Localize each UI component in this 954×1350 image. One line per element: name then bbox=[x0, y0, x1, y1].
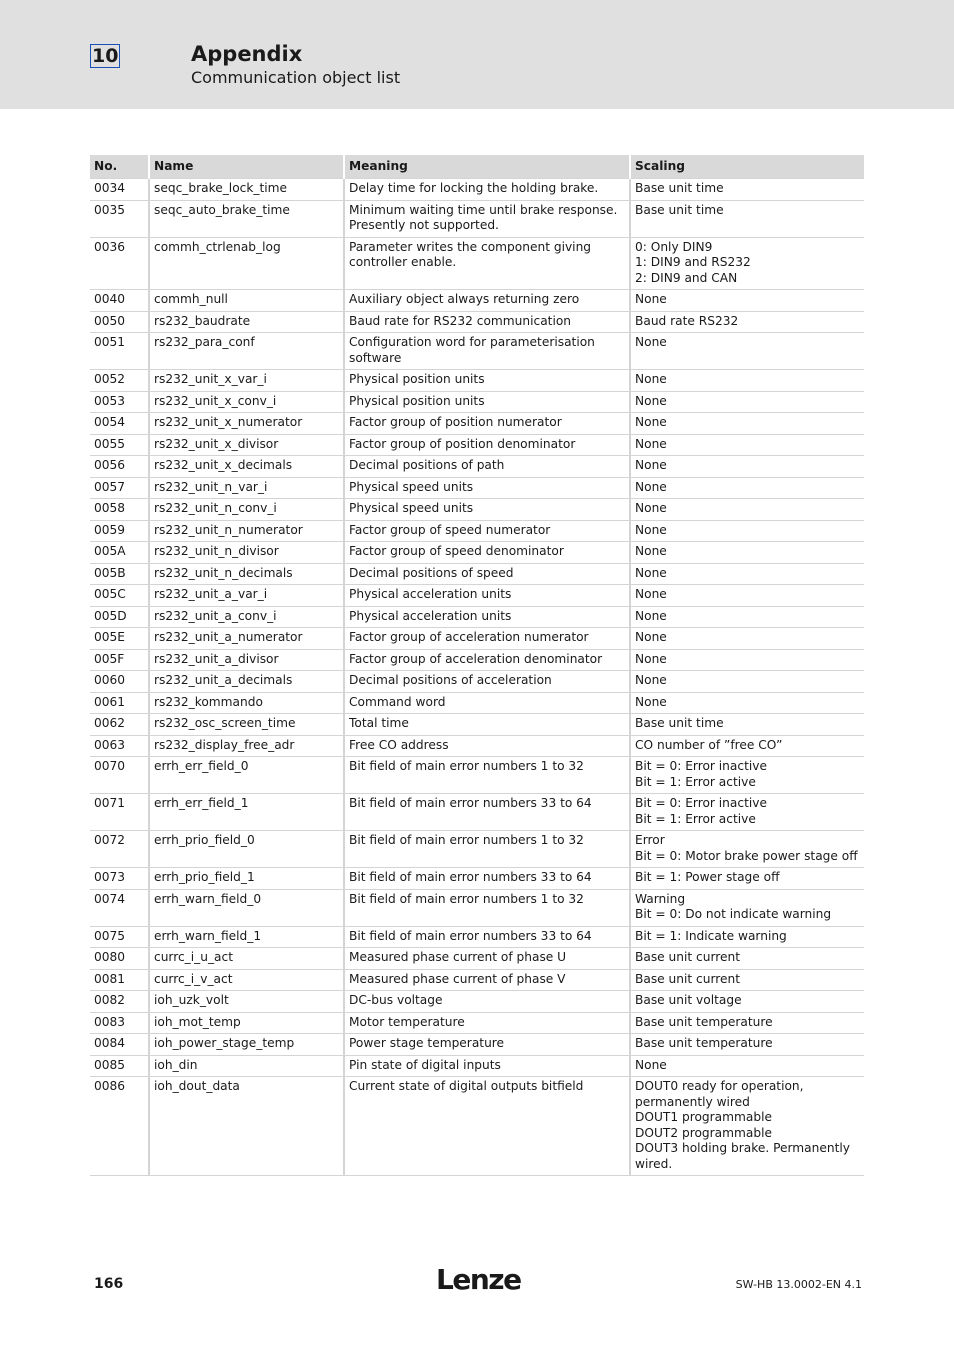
cell-no: 0061 bbox=[90, 692, 149, 714]
table-row bbox=[90, 1077, 864, 1176]
cell-meaning: Physical acceleration units bbox=[344, 585, 630, 607]
cell-meaning: Physical speed units bbox=[344, 477, 630, 499]
cell-meaning: Factor group of speed denominator bbox=[344, 542, 630, 564]
table-row bbox=[90, 889, 864, 926]
cell-meaning: Decimal positions of speed bbox=[344, 563, 630, 585]
cell-scaling: Bit = 1: Power stage off bbox=[630, 868, 864, 890]
cell-name: rs232_unit_n_var_i bbox=[149, 477, 344, 499]
cell-name: rs232_unit_x_conv_i bbox=[149, 391, 344, 413]
table-row bbox=[90, 237, 864, 290]
cell-meaning: Physical acceleration units bbox=[344, 606, 630, 628]
cell-no: 0052 bbox=[90, 370, 149, 392]
cell-scaling: Baud rate RS232 bbox=[630, 311, 864, 333]
cell-meaning: Measured phase current of phase U bbox=[344, 948, 630, 970]
cell-meaning: Factor group of speed numerator bbox=[344, 520, 630, 542]
cell-scaling: DOUT0 ready for operation, permanently wired DOUT1 programmable DOUT2 programmable DOUT3 holding brake. Permanently wired. bbox=[630, 1077, 864, 1176]
cell-scaling: Warning Bit = 0: Do not indicate warning bbox=[630, 889, 864, 926]
cell-no: 0057 bbox=[90, 477, 149, 499]
cell-no: 0086 bbox=[90, 1077, 149, 1176]
cell-name: ioh_din bbox=[149, 1055, 344, 1077]
cell-no: 0050 bbox=[90, 311, 149, 333]
table-row bbox=[90, 434, 864, 456]
cell-meaning: Power stage temperature bbox=[344, 1034, 630, 1056]
cell-no: 0059 bbox=[90, 520, 149, 542]
cell-no: 005B bbox=[90, 563, 149, 585]
cell-name: rs232_baudrate bbox=[149, 311, 344, 333]
cell-scaling: None bbox=[630, 671, 864, 693]
cell-scaling: Base unit voltage bbox=[630, 991, 864, 1013]
column-header-name: Name bbox=[149, 155, 344, 179]
cell-meaning: Physical position units bbox=[344, 391, 630, 413]
cell-scaling: None bbox=[630, 649, 864, 671]
cell-meaning: Factor group of position numerator bbox=[344, 413, 630, 435]
cell-name: rs232_unit_n_divisor bbox=[149, 542, 344, 564]
cell-meaning: Physical speed units bbox=[344, 499, 630, 521]
table-row bbox=[90, 200, 864, 237]
cell-meaning: Factor group of acceleration numerator bbox=[344, 628, 630, 650]
cell-scaling: Error Bit = 0: Motor brake power stage off bbox=[630, 831, 864, 868]
cell-no: 0085 bbox=[90, 1055, 149, 1077]
cell-meaning: Bit field of main error numbers 1 to 32 bbox=[344, 831, 630, 868]
column-header-meaning: Meaning bbox=[344, 155, 630, 179]
cell-meaning: Baud rate for RS232 communication bbox=[344, 311, 630, 333]
table-row bbox=[90, 585, 864, 607]
table-row bbox=[90, 628, 864, 650]
table-row bbox=[90, 991, 864, 1013]
table-row bbox=[90, 969, 864, 991]
table-row bbox=[90, 868, 864, 890]
cell-meaning: Decimal positions of acceleration bbox=[344, 671, 630, 693]
cell-meaning: Configuration word for parameterisation software bbox=[344, 333, 630, 370]
table-row bbox=[90, 333, 864, 370]
cell-meaning: Pin state of digital inputs bbox=[344, 1055, 630, 1077]
cell-no: 0040 bbox=[90, 290, 149, 312]
cell-no: 0082 bbox=[90, 991, 149, 1013]
cell-name: rs232_unit_a_numerator bbox=[149, 628, 344, 650]
cell-no: 0058 bbox=[90, 499, 149, 521]
table-row bbox=[90, 671, 864, 693]
cell-no: 0074 bbox=[90, 889, 149, 926]
cell-name: rs232_unit_x_numerator bbox=[149, 413, 344, 435]
cell-meaning: Minimum waiting time until brake response. Presently not supported. bbox=[344, 200, 630, 237]
cell-scaling: None bbox=[630, 499, 864, 521]
cell-scaling: None bbox=[630, 370, 864, 392]
cell-no: 0051 bbox=[90, 333, 149, 370]
cell-scaling: None bbox=[630, 542, 864, 564]
cell-name: rs232_osc_screen_time bbox=[149, 714, 344, 736]
document-reference: SW-HB 13.0002-EN 4.1 bbox=[735, 1278, 862, 1291]
page-title: Appendix bbox=[191, 42, 303, 66]
table-row bbox=[90, 370, 864, 392]
cell-scaling: Base unit temperature bbox=[630, 1012, 864, 1034]
cell-no: 0080 bbox=[90, 948, 149, 970]
cell-no: 0071 bbox=[90, 794, 149, 831]
cell-meaning: Motor temperature bbox=[344, 1012, 630, 1034]
cell-scaling: Base unit current bbox=[630, 948, 864, 970]
table-header-row bbox=[90, 155, 864, 179]
table-row bbox=[90, 477, 864, 499]
cell-no: 0075 bbox=[90, 926, 149, 948]
table-row bbox=[90, 179, 864, 201]
cell-meaning: Parameter writes the component giving controller enable. bbox=[344, 237, 630, 290]
cell-name: commh_ctrlenab_log bbox=[149, 237, 344, 290]
cell-meaning: Current state of digital outputs bitfield bbox=[344, 1077, 630, 1176]
cell-no: 0055 bbox=[90, 434, 149, 456]
cell-no: 005A bbox=[90, 542, 149, 564]
cell-meaning: DC-bus voltage bbox=[344, 991, 630, 1013]
cell-name: errh_err_field_0 bbox=[149, 757, 344, 794]
page-subtitle: Communication object list bbox=[191, 68, 401, 87]
cell-name: rs232_unit_n_decimals bbox=[149, 563, 344, 585]
cell-meaning: Physical position units bbox=[344, 370, 630, 392]
cell-scaling: Bit = 0: Error inactive Bit = 1: Error active bbox=[630, 757, 864, 794]
cell-no: 0073 bbox=[90, 868, 149, 890]
cell-meaning: Factor group of acceleration denominator bbox=[344, 649, 630, 671]
cell-name: rs232_unit_n_conv_i bbox=[149, 499, 344, 521]
cell-no: 0072 bbox=[90, 831, 149, 868]
cell-scaling: Base unit time bbox=[630, 714, 864, 736]
cell-name: seqc_auto_brake_time bbox=[149, 200, 344, 237]
cell-scaling: Bit = 1: Indicate warning bbox=[630, 926, 864, 948]
communication-object-table bbox=[90, 155, 864, 1176]
cell-scaling: None bbox=[630, 563, 864, 585]
cell-name: currc_i_u_act bbox=[149, 948, 344, 970]
cell-no: 005C bbox=[90, 585, 149, 607]
cell-scaling: None bbox=[630, 628, 864, 650]
cell-name: commh_null bbox=[149, 290, 344, 312]
cell-no: 0063 bbox=[90, 735, 149, 757]
cell-name: rs232_kommando bbox=[149, 692, 344, 714]
cell-name: ioh_uzk_volt bbox=[149, 991, 344, 1013]
cell-name: errh_err_field_1 bbox=[149, 794, 344, 831]
cell-no: 0070 bbox=[90, 757, 149, 794]
table-row bbox=[90, 1055, 864, 1077]
table-row bbox=[90, 692, 864, 714]
cell-scaling: CO number of ”free CO” bbox=[630, 735, 864, 757]
cell-name: seqc_brake_lock_time bbox=[149, 179, 344, 201]
table-row bbox=[90, 735, 864, 757]
page-header bbox=[0, 0, 954, 109]
table-row bbox=[90, 1012, 864, 1034]
table-row bbox=[90, 948, 864, 970]
column-header-no: No. bbox=[90, 155, 149, 179]
table-row bbox=[90, 926, 864, 948]
cell-no: 0084 bbox=[90, 1034, 149, 1056]
table-row bbox=[90, 520, 864, 542]
cell-no: 0034 bbox=[90, 179, 149, 201]
cell-name: errh_warn_field_0 bbox=[149, 889, 344, 926]
table-row bbox=[90, 542, 864, 564]
cell-meaning: Bit field of main error numbers 1 to 32 bbox=[344, 757, 630, 794]
cell-no: 0054 bbox=[90, 413, 149, 435]
cell-scaling: None bbox=[630, 585, 864, 607]
cell-scaling: None bbox=[630, 1055, 864, 1077]
cell-no: 0060 bbox=[90, 671, 149, 693]
cell-no: 0083 bbox=[90, 1012, 149, 1034]
cell-name: rs232_unit_a_divisor bbox=[149, 649, 344, 671]
cell-name: errh_prio_field_0 bbox=[149, 831, 344, 868]
cell-no: 0036 bbox=[90, 237, 149, 290]
cell-no: 005E bbox=[90, 628, 149, 650]
cell-meaning: Bit field of main error numbers 33 to 64 bbox=[344, 868, 630, 890]
cell-name: rs232_unit_a_conv_i bbox=[149, 606, 344, 628]
cell-name: rs232_unit_n_numerator bbox=[149, 520, 344, 542]
table-row bbox=[90, 499, 864, 521]
lenze-logo: Lenze bbox=[436, 1263, 521, 1296]
cell-no: 0035 bbox=[90, 200, 149, 237]
cell-name: errh_prio_field_1 bbox=[149, 868, 344, 890]
cell-name: ioh_dout_data bbox=[149, 1077, 344, 1176]
cell-meaning: Measured phase current of phase V bbox=[344, 969, 630, 991]
cell-name: rs232_unit_x_decimals bbox=[149, 456, 344, 478]
cell-scaling: None bbox=[630, 413, 864, 435]
cell-no: 0062 bbox=[90, 714, 149, 736]
cell-scaling: Base unit current bbox=[630, 969, 864, 991]
cell-scaling: None bbox=[630, 520, 864, 542]
table-body bbox=[90, 179, 864, 1176]
cell-scaling: 0: Only DIN9 1: DIN9 and RS232 2: DIN9 and CAN bbox=[630, 237, 864, 290]
table-row bbox=[90, 456, 864, 478]
cell-scaling: Bit = 0: Error inactive Bit = 1: Error active bbox=[630, 794, 864, 831]
cell-scaling: None bbox=[630, 692, 864, 714]
cell-scaling: Base unit time bbox=[630, 179, 864, 201]
table-row bbox=[90, 794, 864, 831]
cell-name: ioh_mot_temp bbox=[149, 1012, 344, 1034]
cell-no: 0081 bbox=[90, 969, 149, 991]
cell-name: rs232_unit_a_var_i bbox=[149, 585, 344, 607]
table-row bbox=[90, 563, 864, 585]
table-row bbox=[90, 757, 864, 794]
cell-scaling: Base unit time bbox=[630, 200, 864, 237]
cell-scaling: None bbox=[630, 606, 864, 628]
cell-scaling: None bbox=[630, 391, 864, 413]
cell-meaning: Total time bbox=[344, 714, 630, 736]
cell-name: rs232_unit_a_decimals bbox=[149, 671, 344, 693]
cell-name: rs232_display_free_adr bbox=[149, 735, 344, 757]
cell-meaning: Bit field of main error numbers 33 to 64 bbox=[344, 926, 630, 948]
cell-meaning: Delay time for locking the holding brake. bbox=[344, 179, 630, 201]
cell-no: 005D bbox=[90, 606, 149, 628]
table-row bbox=[90, 606, 864, 628]
cell-no: 0056 bbox=[90, 456, 149, 478]
cell-meaning: Auxiliary object always returning zero bbox=[344, 290, 630, 312]
table-row bbox=[90, 311, 864, 333]
table-row bbox=[90, 831, 864, 868]
cell-meaning: Factor group of position denominator bbox=[344, 434, 630, 456]
page-number: 166 bbox=[94, 1276, 124, 1292]
cell-meaning: Bit field of main error numbers 33 to 64 bbox=[344, 794, 630, 831]
table-row bbox=[90, 1034, 864, 1056]
cell-scaling: None bbox=[630, 434, 864, 456]
cell-name: rs232_unit_x_var_i bbox=[149, 370, 344, 392]
cell-meaning: Free CO address bbox=[344, 735, 630, 757]
cell-name: rs232_para_conf bbox=[149, 333, 344, 370]
table-row bbox=[90, 391, 864, 413]
cell-name: currc_i_v_act bbox=[149, 969, 344, 991]
table-row bbox=[90, 649, 864, 671]
cell-meaning: Command word bbox=[344, 692, 630, 714]
cell-scaling: None bbox=[630, 456, 864, 478]
cell-name: errh_warn_field_1 bbox=[149, 926, 344, 948]
cell-name: rs232_unit_x_divisor bbox=[149, 434, 344, 456]
cell-scaling: None bbox=[630, 477, 864, 499]
cell-scaling: None bbox=[630, 333, 864, 370]
cell-name: ioh_power_stage_temp bbox=[149, 1034, 344, 1056]
cell-no: 005F bbox=[90, 649, 149, 671]
cell-scaling: Base unit temperature bbox=[630, 1034, 864, 1056]
column-header-scaling: Scaling bbox=[630, 155, 864, 179]
table-row bbox=[90, 290, 864, 312]
chapter-number-link[interactable]: 10 bbox=[92, 45, 119, 67]
cell-scaling: None bbox=[630, 290, 864, 312]
cell-no: 0053 bbox=[90, 391, 149, 413]
table-row bbox=[90, 714, 864, 736]
table-row bbox=[90, 413, 864, 435]
cell-meaning: Decimal positions of path bbox=[344, 456, 630, 478]
cell-meaning: Bit field of main error numbers 1 to 32 bbox=[344, 889, 630, 926]
